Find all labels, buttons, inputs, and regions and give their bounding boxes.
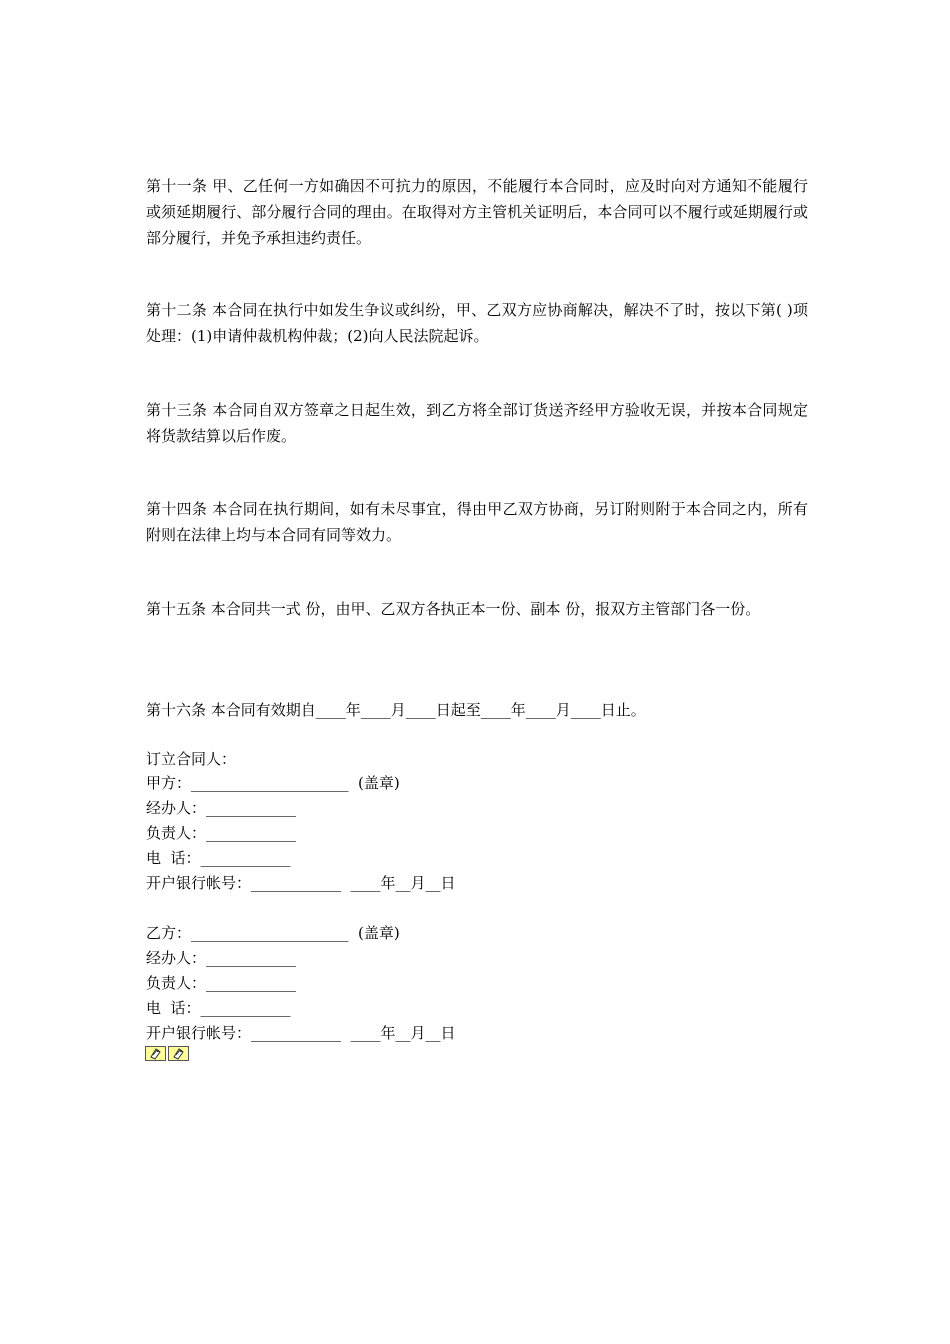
party-b-bank: 开户银行帐号：____________ ____年__月__日 — [146, 1024, 456, 1042]
party-b-line: 乙方：_____________________ (盖章) — [146, 924, 400, 942]
party-b-handler: 经办人：____________ — [146, 949, 297, 967]
party-a-responsible: 负责人：____________ — [146, 824, 297, 842]
party-a-handler: 经办人：____________ — [146, 799, 297, 817]
attachment-icon[interactable] — [145, 1046, 166, 1061]
clause-15: 第十五条 本合同共一式 份，由甲、乙双方各执正本一份、副本 份，报双方主管部门各一份。 — [146, 600, 761, 618]
clause-14: 第十四条 本合同在执行期间，如有未尽事宜，得由甲乙双方协商，另订附则附于本合同之内，所有附则在法律上均与本合同有同等效力。 — [146, 500, 808, 544]
attachment-icon[interactable] — [168, 1046, 189, 1061]
clause-16: 第十六条 本合同有效期自____年____月____日起至____年____月____日止。 — [146, 701, 646, 719]
party-b-responsible: 负责人：____________ — [146, 974, 297, 992]
attachment-icons — [145, 1046, 189, 1061]
signatories-heading: 订立合同人： — [146, 750, 237, 768]
clause-12: 第十二条 本合同在执行中如发生争议或纠纷，甲、乙双方应协商解决，解决不了时，按以下第( )项处理：(1)申请仲裁机构仲裁；(2)向人民法院起诉。 — [146, 301, 808, 345]
party-a-bank: 开户银行帐号：____________ ____年__月__日 — [146, 874, 456, 892]
party-b-phone: 电 话：____________ — [146, 999, 291, 1017]
party-a-phone: 电 话：____________ — [146, 849, 291, 867]
clause-13: 第十三条 本合同自双方签章之日起生效，到乙方将全部订货送齐经甲方验收无误，并按本合同规定将货款结算以后作废。 — [146, 401, 808, 445]
clause-11: 第十一条 甲、乙任何一方如确因不可抗力的原因，不能履行本合同时，应及时向对方通知不能履行或须延期履行、部分履行合同的理由。在取得对方主管机关证明后，本合同可以不履行或延期履行或部分履行，并免予承担违约责任。 — [146, 177, 808, 247]
party-a-line: 甲方：_____________________ (盖章) — [146, 774, 400, 792]
